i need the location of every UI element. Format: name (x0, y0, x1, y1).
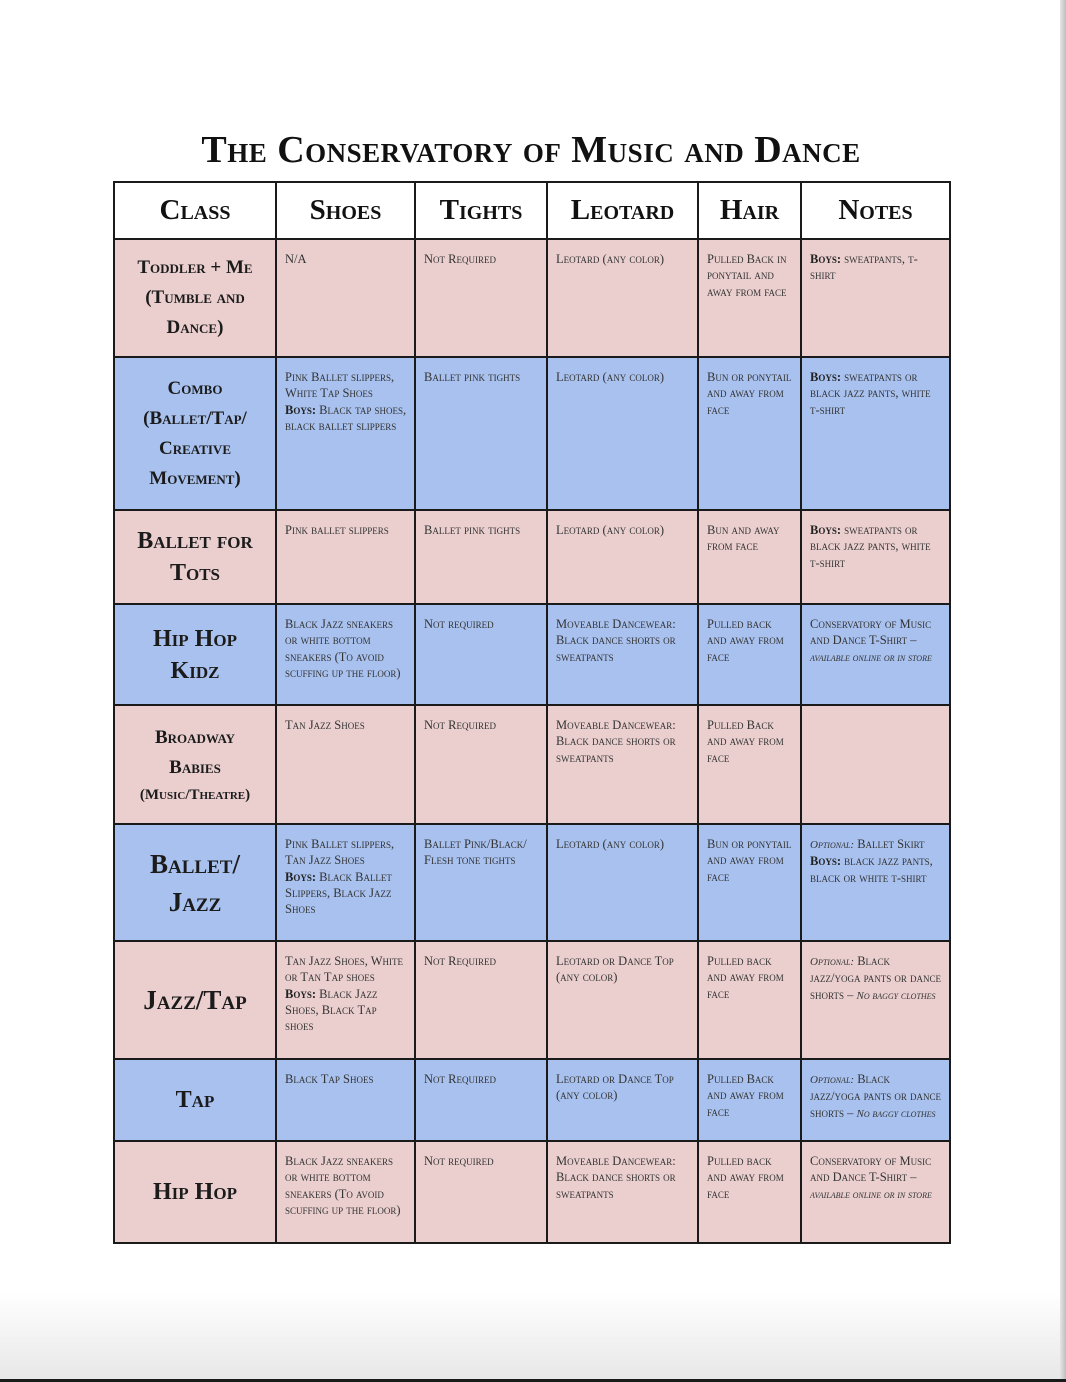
shoes-cell (276, 824, 415, 941)
class-cell (114, 1141, 276, 1243)
tights-text: Not Required (424, 718, 496, 732)
class-cell (114, 941, 276, 1059)
hair-cell (698, 941, 801, 1059)
boys-label: Boys: (285, 402, 317, 417)
hair-cell (698, 1141, 801, 1243)
shoes-cell (276, 239, 415, 357)
tights-text: Ballet pink tights (424, 523, 521, 537)
hair-cell (698, 604, 801, 705)
class-cell (114, 510, 276, 604)
class-name-line: Kidz (170, 657, 220, 684)
leotard-cell (547, 824, 698, 941)
table-row (114, 239, 950, 357)
notes-text: Black jazz/yoga pants or dance shorts – (810, 954, 942, 1002)
tights-cell (415, 1141, 547, 1243)
class-cell (114, 824, 276, 941)
page-title: The Conservatory of Music and Dance (201, 129, 861, 171)
header-notes: Notes (801, 182, 950, 239)
leotard-cell (547, 1141, 698, 1243)
class-name-line: (Tumble and (145, 287, 245, 308)
tights-text: Ballet pink tights (424, 370, 521, 384)
class-cell (114, 705, 276, 824)
hair-cell (698, 824, 801, 941)
notes-cell (801, 705, 950, 824)
boys-label: Boys: (810, 370, 842, 384)
header-hair: Hair (698, 182, 801, 239)
class-cell (114, 357, 276, 510)
notes-cell (801, 510, 950, 604)
class-name-line: Ballet/ (150, 848, 240, 879)
hair-text: Bun or ponytail and away from face (707, 370, 792, 417)
boys-shoes-text: Black tap shoes, black ballet slippers (285, 402, 407, 433)
shoes-cell (276, 604, 415, 705)
boys-label: Boys: (810, 523, 842, 537)
class-name-line: (Ballet/Tap/ (143, 407, 247, 429)
shoes-cell (276, 357, 415, 510)
class-name-line: Creative (159, 437, 231, 459)
class-name-line: Babies (169, 756, 221, 778)
leotard-cell (547, 1059, 698, 1141)
header-class: Class (114, 182, 276, 239)
leotard-cell (547, 239, 698, 357)
table-row (114, 1141, 950, 1243)
table-row (114, 357, 950, 510)
boys-label: Boys: (285, 986, 317, 1001)
tights-text: Not Required (424, 954, 496, 968)
leotard-cell (547, 604, 698, 705)
notes-text: Conservatory of Music and Dance T-Shirt – (810, 617, 932, 648)
table-row (114, 824, 950, 941)
shoes-text: Pink Ballet slippers, Tan Jazz Shoes (285, 837, 395, 868)
shoes-cell (276, 941, 415, 1059)
notes-cell (801, 1059, 950, 1141)
leotard-cell (547, 510, 698, 604)
leotard-text: Leotard (any color) (556, 523, 664, 537)
tights-text: Ballet Pink/Black/ Flesh tone tights (424, 837, 527, 868)
dress-code-table (113, 181, 951, 1244)
class-name-line: Combo (167, 377, 223, 399)
class-cell (114, 1059, 276, 1141)
hair-text: Bun or ponytail and away from face (707, 837, 792, 884)
shoes-cell (276, 1141, 415, 1243)
class-name-line: (Music/Theatre) (139, 786, 251, 803)
shoes-text: Black Jazz sneakers or white bottom sneakers (To avoid scuffing up the floor) (285, 1154, 401, 1217)
tights-cell (415, 239, 547, 357)
hair-text: Pulled Back in ponytail and away from face (707, 252, 787, 299)
class-name-line: Broadway (154, 726, 236, 748)
boys-shoes-text: Black Ballet Slippers, Black Jazz Shoes (285, 869, 392, 917)
class-name-line: Dance) (166, 317, 224, 338)
table-row (114, 705, 950, 824)
class-name-line: Movement) (149, 467, 241, 489)
class-name-line: Hip Hop (153, 625, 237, 652)
header-leotard: Leotard (547, 182, 698, 239)
tights-cell (415, 357, 547, 510)
class-name-line: Ballet for (137, 528, 253, 554)
shoes-cell (276, 1059, 415, 1141)
boys-label: Boys: (810, 252, 842, 266)
notes-cell (801, 1141, 950, 1243)
notes-italic: No baggy clothes (856, 1107, 936, 1120)
shoes-text: Black Tap Shoes (285, 1072, 374, 1086)
tights-cell (415, 1059, 547, 1141)
leotard-cell (547, 357, 698, 510)
tights-text: Not required (424, 1154, 494, 1168)
notes-cell (801, 239, 950, 357)
leotard-text: Leotard or Dance Top (any color) (556, 1072, 674, 1103)
hair-cell (698, 357, 801, 510)
class-name-line: Jazz (168, 886, 222, 917)
tights-cell (415, 824, 547, 941)
notes-italic: available online or in store (810, 1188, 932, 1201)
hair-cell (698, 510, 801, 604)
tights-text: Not Required (424, 252, 496, 266)
class-cell (114, 604, 276, 705)
optional-label: Optional: (810, 839, 855, 851)
notes-italic: No baggy clothes (856, 989, 936, 1002)
table-row (114, 941, 950, 1059)
hair-text: Pulled Back and away from face (707, 1072, 784, 1119)
boys-label: Boys: (810, 854, 842, 869)
tights-cell (415, 941, 547, 1059)
shoes-text: Pink Ballet slippers, White Tap Shoes (285, 370, 395, 401)
tights-cell (415, 705, 547, 824)
leotard-text: Leotard (any color) (556, 252, 664, 266)
boys-notes-text: sweatpants or black jazz pants, white t-shirt (810, 523, 931, 570)
boys-notes-text: sweatpants or black jazz pants, white t-shirt (810, 370, 931, 417)
optional-label: Optional: (810, 1074, 855, 1086)
leotard-text: Leotard (any color) (556, 837, 664, 851)
shoes-text: Tan Jazz Shoes (285, 718, 365, 732)
notes-text: Ballet Skirt (857, 837, 925, 851)
tights-text: Not required (424, 617, 494, 631)
hair-cell (698, 239, 801, 357)
leotard-text: Moveable Dancewear: Black dance shorts or sweatpants (556, 718, 676, 765)
class-name-line: Tap (175, 1087, 215, 1113)
hair-cell (698, 1059, 801, 1141)
class-name-line: Tots (169, 560, 221, 586)
shoes-cell (276, 510, 415, 604)
hair-text: Pulled back and away from face (707, 617, 784, 664)
notes-cell (801, 604, 950, 705)
tights-cell (415, 604, 547, 705)
optional-label: Optional: (810, 956, 855, 968)
header-shoes: Shoes (276, 182, 415, 239)
hair-text: Bun and away from face (707, 523, 780, 554)
notes-italic: available online or in store (810, 651, 932, 664)
leotard-cell (547, 941, 698, 1059)
shoes-text: N/A (285, 252, 307, 266)
class-name-line: Hip Hop (153, 1179, 237, 1205)
bottom-shadow (0, 1292, 1060, 1382)
hair-text: Pulled back and away from face (707, 1154, 784, 1201)
boys-notes-text: sweatpants, t-shirt (810, 252, 918, 283)
leotard-text: Moveable Dancewear: Black dance shorts or sweatpants (556, 617, 676, 664)
leotard-cell (547, 705, 698, 824)
hair-text: Pulled Back and away from face (707, 718, 784, 765)
tights-cell (415, 510, 547, 604)
hair-cell (698, 705, 801, 824)
shoes-text: Black Jazz sneakers or white bottom sneakers (To avoid scuffing up the floor) (285, 617, 401, 680)
table-row (114, 1059, 950, 1141)
notes-text: Black jazz/yoga pants or dance shorts – (810, 1072, 942, 1120)
boys-notes-text: black jazz pants, black or white t-shirt (810, 854, 933, 885)
class-name-line: Jazz/Tap (143, 985, 247, 1015)
class-name-line: Toddler + Me (137, 257, 253, 278)
table-row (114, 604, 950, 705)
hair-text: Pulled back and away from face (707, 954, 784, 1001)
tights-text: Not Required (424, 1072, 496, 1086)
boys-label: Boys: (285, 869, 317, 884)
page-edge (1060, 0, 1066, 1382)
leotard-text: Leotard (any color) (556, 370, 664, 384)
table-row (114, 510, 950, 604)
header-row (114, 182, 950, 239)
class-cell (114, 239, 276, 357)
leotard-text: Leotard or Dance Top (any color) (556, 954, 674, 985)
shoes-text: Pink ballet slippers (285, 523, 389, 537)
notes-cell (801, 941, 950, 1059)
notes-text: Conservatory of Music and Dance T-Shirt – (810, 1154, 932, 1185)
header-tights: Tights (415, 182, 547, 239)
shoes-text: Tan Jazz Shoes, White or Tan Tap shoes (285, 954, 404, 985)
boys-shoes-text: Black Jazz Shoes, Black Tap shoes (285, 986, 378, 1034)
notes-cell (801, 824, 950, 941)
leotard-text: Moveable Dancewear: Black dance shorts or sweatpants (556, 1154, 676, 1201)
shoes-cell (276, 705, 415, 824)
notes-cell (801, 357, 950, 510)
